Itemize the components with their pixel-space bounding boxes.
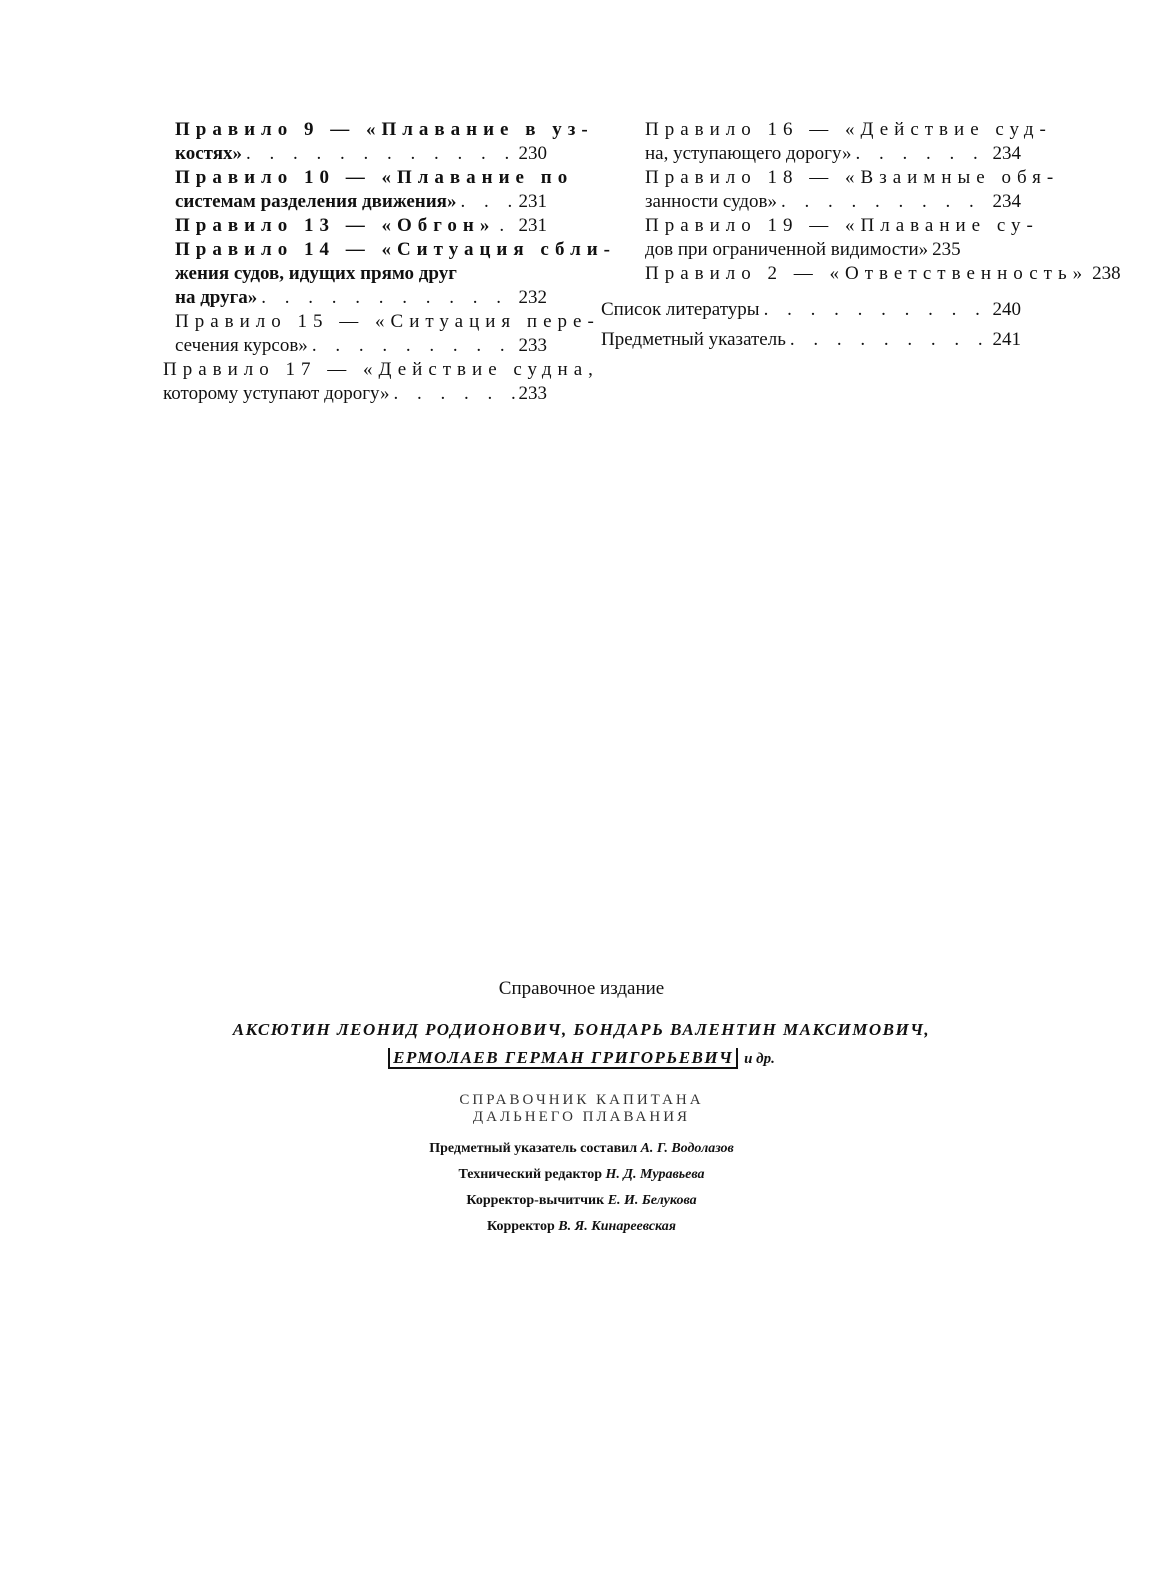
leader-dots bbox=[790, 328, 989, 352]
toc-line bbox=[601, 328, 1021, 352]
leader-dots bbox=[499, 214, 514, 238]
toc-entry-text: которому уступают дорогу» bbox=[163, 383, 390, 404]
toc-entry-text: Правило 15 — «Ситуация пере- bbox=[175, 311, 600, 332]
toc-right-column bbox=[601, 118, 1121, 352]
toc-entry-text: жения судов, идущих прямо друг bbox=[175, 263, 457, 284]
leader-dots bbox=[764, 298, 989, 322]
toc-page-number: 233 bbox=[518, 383, 547, 404]
imprint-authors bbox=[0, 1016, 1163, 1073]
toc-entry-text: на, уступающего дорогу» bbox=[645, 143, 852, 164]
leader-dots bbox=[460, 190, 514, 214]
toc-line bbox=[175, 190, 547, 214]
credit-name: А. Г. Водолазов bbox=[640, 1141, 734, 1156]
credit-name: Н. Д. Муравьева bbox=[605, 1167, 705, 1182]
toc-entry-text: занности судов» bbox=[645, 191, 778, 212]
credit-role: Предметный указатель составил bbox=[429, 1141, 638, 1156]
book-title-line: ДАЛЬНЕГО ПЛАВАНИЯ bbox=[472, 1109, 691, 1125]
credit-role: Корректор-вычитчик bbox=[466, 1193, 605, 1208]
toc-entry-text: Предметный указатель bbox=[601, 329, 786, 350]
toc-line bbox=[645, 142, 1021, 166]
toc-line bbox=[645, 118, 1052, 142]
toc-page-number: 231 bbox=[518, 191, 547, 212]
credit-name: В. Я. Кинареевская bbox=[558, 1219, 676, 1234]
toc-entry[interactable] bbox=[645, 214, 1039, 262]
leader-dots bbox=[246, 142, 515, 166]
authors-line: АКСЮТИН ЛЕОНИД РОДИОНОВИЧ, БОНДАРЬ ВАЛЕНТИН МАКСИМОВИЧ, bbox=[232, 1020, 931, 1039]
toc-line bbox=[175, 166, 574, 190]
toc-line bbox=[175, 310, 600, 334]
toc-line bbox=[175, 214, 547, 238]
book-title bbox=[0, 1092, 1163, 1126]
toc-page-number: 231 bbox=[518, 215, 547, 236]
book-title-line: СПРАВОЧНИК КАПИТАНА bbox=[459, 1092, 704, 1108]
credit-line bbox=[0, 1162, 1163, 1188]
toc-line bbox=[175, 262, 547, 286]
toc-entry-bibliography[interactable] bbox=[601, 298, 1021, 322]
toc-entry-text: Правило 16 — «Действие суд- bbox=[645, 119, 1052, 140]
toc-entry[interactable] bbox=[645, 262, 1121, 286]
leader-dots bbox=[781, 190, 988, 214]
toc-line bbox=[645, 214, 1039, 238]
leader-dots bbox=[261, 286, 514, 310]
toc-left-column bbox=[163, 118, 617, 406]
leader-dots bbox=[394, 382, 515, 406]
imprint-credits bbox=[0, 1136, 1163, 1240]
toc-entry-text: Правило 14 — «Ситуация сбли- bbox=[175, 239, 617, 260]
credit-line bbox=[0, 1136, 1163, 1162]
toc-line bbox=[601, 298, 1021, 322]
toc-page-number: 235 bbox=[932, 239, 961, 260]
toc-page-number: 232 bbox=[518, 287, 547, 308]
toc-line bbox=[163, 382, 547, 406]
toc-page-number: 238 bbox=[1092, 263, 1121, 284]
leader-dots bbox=[855, 142, 988, 166]
toc-entry-text: сечения курсов» bbox=[175, 335, 308, 356]
toc-entry[interactable] bbox=[175, 166, 574, 214]
toc-entry[interactable] bbox=[645, 118, 1052, 166]
credit-role: Корректор bbox=[486, 1219, 555, 1234]
toc-entry-text: Правило 9 — «Плавание в уз- bbox=[175, 119, 594, 140]
credit-name: Е. И. Белукова bbox=[607, 1193, 697, 1208]
toc-line bbox=[175, 286, 547, 310]
toc-entry[interactable] bbox=[175, 118, 594, 166]
toc-page-number: 234 bbox=[992, 143, 1021, 164]
toc-entry-text: Правило 18 — «Взаимные обя- bbox=[645, 167, 1060, 188]
toc-line bbox=[645, 238, 1021, 262]
toc-entry[interactable] bbox=[175, 238, 617, 310]
toc-page-number: 234 bbox=[992, 191, 1021, 212]
toc-page-number: 230 bbox=[518, 143, 547, 164]
toc-entry-text: на друга» bbox=[175, 287, 258, 308]
toc-line bbox=[163, 358, 599, 382]
toc-line bbox=[175, 118, 594, 142]
toc-line bbox=[175, 142, 547, 166]
toc-line bbox=[645, 166, 1060, 190]
author-boxed: ЕРМОЛАЕВ ГЕРМАН ГРИГОРЬЕВИЧ bbox=[388, 1048, 738, 1069]
toc-entry-text: костях» bbox=[175, 143, 242, 164]
toc-entry[interactable] bbox=[645, 166, 1060, 214]
toc-page-number: 240 bbox=[992, 299, 1021, 320]
credit-role: Технический редактор bbox=[458, 1167, 603, 1182]
toc-line bbox=[645, 262, 1121, 286]
toc-entry-text: Правило 10 — «Плавание по bbox=[175, 167, 574, 188]
toc-line bbox=[175, 334, 547, 358]
toc-page-number: 241 bbox=[992, 329, 1021, 350]
authors-etc: и др. bbox=[744, 1051, 775, 1067]
toc-entry-text: Правило 17 — «Действие судна, bbox=[163, 359, 599, 380]
toc-entry[interactable] bbox=[175, 214, 547, 238]
toc-entry-text: Правило 2 — «Ответственность» bbox=[645, 263, 1089, 284]
credit-line bbox=[0, 1188, 1163, 1214]
toc-line bbox=[645, 190, 1021, 214]
toc-entry[interactable] bbox=[163, 358, 599, 406]
toc-entry-subject-index[interactable] bbox=[601, 328, 1021, 352]
toc-page-number: 233 bbox=[518, 335, 547, 356]
toc-entry-text: Правило 13 — «Обгон» bbox=[175, 215, 496, 236]
toc-entry-text: дов при ограниченной видимости» bbox=[645, 239, 929, 260]
toc-line bbox=[175, 238, 617, 262]
toc-entry-text: Список литературы bbox=[601, 299, 760, 320]
toc-entry[interactable] bbox=[175, 310, 600, 358]
toc-entry-text: Правило 19 — «Плавание су- bbox=[645, 215, 1039, 236]
authors-line bbox=[0, 1044, 1163, 1073]
credit-line bbox=[0, 1214, 1163, 1240]
imprint-heading: Справочное издание bbox=[498, 978, 665, 999]
leader-dots bbox=[312, 334, 515, 358]
toc-entry-text: системам разделения движения» bbox=[175, 191, 457, 212]
